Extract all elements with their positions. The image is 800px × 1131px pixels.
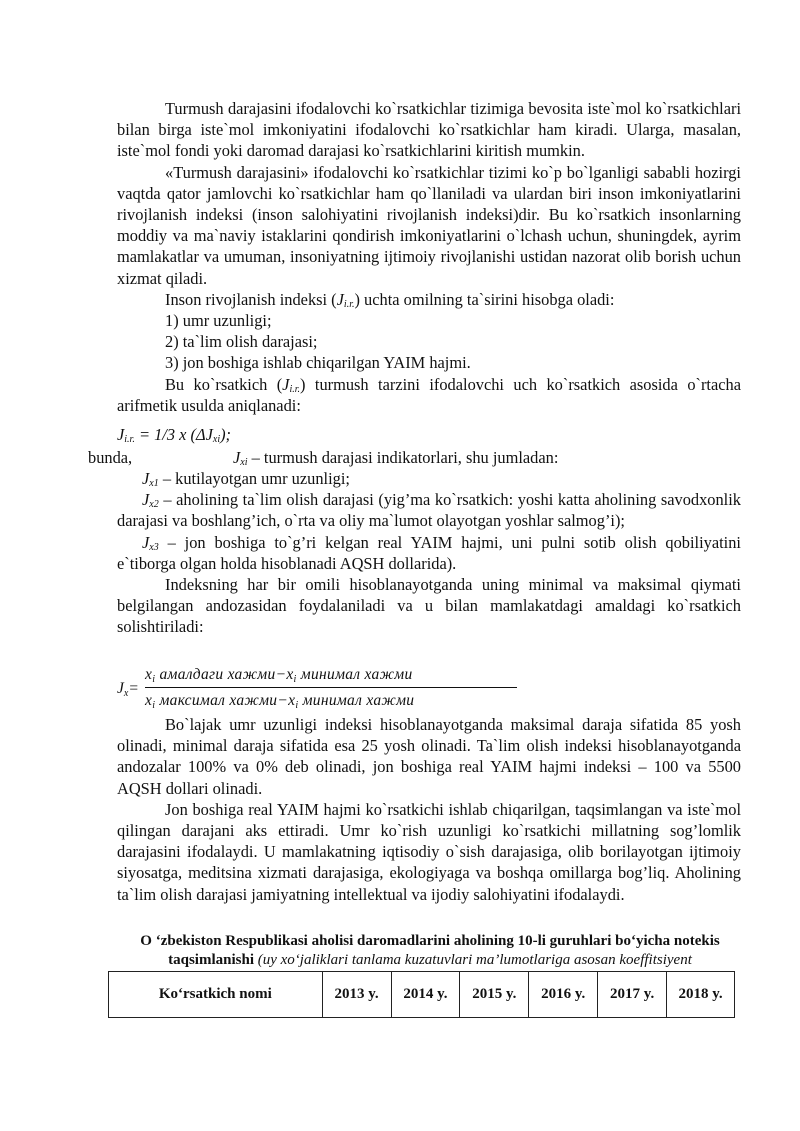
- definition-jx2: $J_{x2}$ – aholining ta`lim olish darajasi (yig’ma ko`rsatkich: yoshi katta aholining savodxonlik darajasi va boshlang’ich, o`rta va oliy ma`lumot olayotgan yoshlar salmog’i);: [117, 490, 741, 531]
- fraction-bar: [145, 687, 517, 688]
- list-item-2: 2) ta`lim olish darajasi;: [165, 332, 318, 352]
- table-header-cell: 2018 y.: [667, 972, 735, 1018]
- table-header-cell: 2013 y.: [322, 972, 391, 1018]
- formula-hdi-mean: $J_{i.r.} = 1/3$ x $(\Delta J_{xi})$;: [117, 425, 232, 445]
- paragraph-hdi-factors: Inson rivojlanish indeksi $(J_{i.r.})$ uchta omilning ta`sirini hisobga oladi:: [165, 289, 615, 310]
- paragraph-consumption-indicators: Turmush darajasini ifodalovchi ko`rsatkichlar tizimiga bevosita iste`mol ko`rsatkichlari bilan birga iste`mol imkoniyatini ifodalovchi ko`rsatkichlar ham kiradi. Ularga, masalan, iste`mol fondi yoki daromad darajasi ko`rsatkichlarini kiritish mumkin.: [117, 99, 741, 161]
- definitions-block: [117, 468, 741, 638]
- paragraph-index-standards: Bo`lajak umr uzunligi indeksi hisoblanayotganda maksimal daraja sifatida 85 yosh olinadi, minimal daraja sifatida esa 25 yosh olinadi. Ta`lim olish indeksi hisoblanayotganda andozalar 100% va 0% deb olinadi, jon boshiga real YAIM hajmi indeksi – 100 va 5500 AQSH dollari olinadi.: [117, 715, 741, 798]
- fraction-lhs: $J_x=$: [117, 680, 139, 699]
- fraction-numerator: $x_i$ амалдаги $хажми-x_i$ минимал хажми: [145, 666, 413, 685]
- list-item-1: 1) umr uzunligi;: [165, 311, 272, 331]
- formula-index-fraction: [117, 664, 517, 714]
- list-item-3: 3) jon boshiga ishlab chiqarilgan YAIM hajmi.: [165, 353, 471, 373]
- table-header-cell: 2017 y.: [598, 972, 667, 1018]
- body-text-bottom: [117, 714, 741, 905]
- table-header-cell: 2014 y.: [391, 972, 460, 1018]
- paragraph-hdi-method: Bu ko`rsatkich $(J_{i.r.})$ turmush tarzini ifodalovchi uch ko`rsatkich asosida o`rtacha arifmetik usulda aniqlanadi:: [117, 374, 742, 415]
- definition-jx3: $J_{x3}$ – jon boshiga to`g’ri kelgan real YAIM hajmi, uni pulni sotib olish qobiliyatini e`tiborga olgan holda hisoblanadi AQSH dollarida).: [117, 532, 741, 573]
- definition-jx1: $J_{x1}$ – kutilayotgan umr uzunligi;: [142, 469, 350, 489]
- table-header-cell: Ko‘rsatkich nomi: [109, 972, 323, 1018]
- table-header-cell: 2016 y.: [529, 972, 598, 1018]
- table-header-row: [109, 972, 735, 1018]
- paragraph-gdp-meaning: Jon boshiga real YAIM hajmi ko`rsatkichi ishlab chiqarilgan, taqsimlangan va iste`mol qilingan darajani aks ettiradi. Umr ko`rish uzunligi ko`rsatkichi millatning sog’lomlik darajasini ifodalaydi. U mamlakatning iqtisodiy o`sish darajasiga, olib borilayotgan ijtimoiy siyosatga, meditsina xizmati darajasiga, ekologiyaga va boshqa omillarga bog’liq. Aholining ta`lim olish darajasi jamiyatning intellektual va ijodiy salohiyatini ifodalaydi.: [117, 799, 741, 904]
- body-text-top: [117, 98, 741, 416]
- fraction-denominator: $x_i$ максимал $хажми-x_i$ минимал хажми: [145, 692, 415, 711]
- paragraph-hdi-intro: «Turmush darajasini» ifodalovchi ko`rsatkichlar tizimi ko`p bo`lganligi sababli hozirgi vaqtda qator jamlovchi ko`rsatkichlar ham qo`llaniladi va ulardan biri inson imkoniyatlarini rivojlanish indeksi (inson salohiyatini rivojlanish indeksi)dir. Bu ko`rsatkich insonlarning moddiy va ma`naviy istaklarini qondirish imkoniyatlarini o`lchash uchun, shuningdek, ayrim mamlakatlar va umuman, insoniyatning ijtimoiy rivojlanishi ustidan nazorat olib borish uchun xizmat qiladi.: [117, 162, 741, 288]
- where-clause: bunda, $J_{xi}$ – turmush darajasi indikatorlari, shu jumladan:: [88, 448, 559, 468]
- table-caption: O ‘zbekiston Respublikasi aholisi daromadlarini aholining 10-li guruhlari bo‘yicha notekis taqsimlanishi (uy xo‘jaliklari tanlama kuzatuvlari ma’lumotlariga asosan koeffitsiyent: [140, 933, 720, 968]
- income-distribution-table: [108, 971, 735, 1018]
- table-header-cell: 2015 y.: [460, 972, 529, 1018]
- paragraph-index-calc: Indeksning har bir omili hisoblanayotganda uning minimal va maksimal qiymati belgilangan andozasidan foydalaniladi va u bilan mamlakatdagi amaldagi ko`rsatkich solishtiriladi:: [117, 575, 741, 637]
